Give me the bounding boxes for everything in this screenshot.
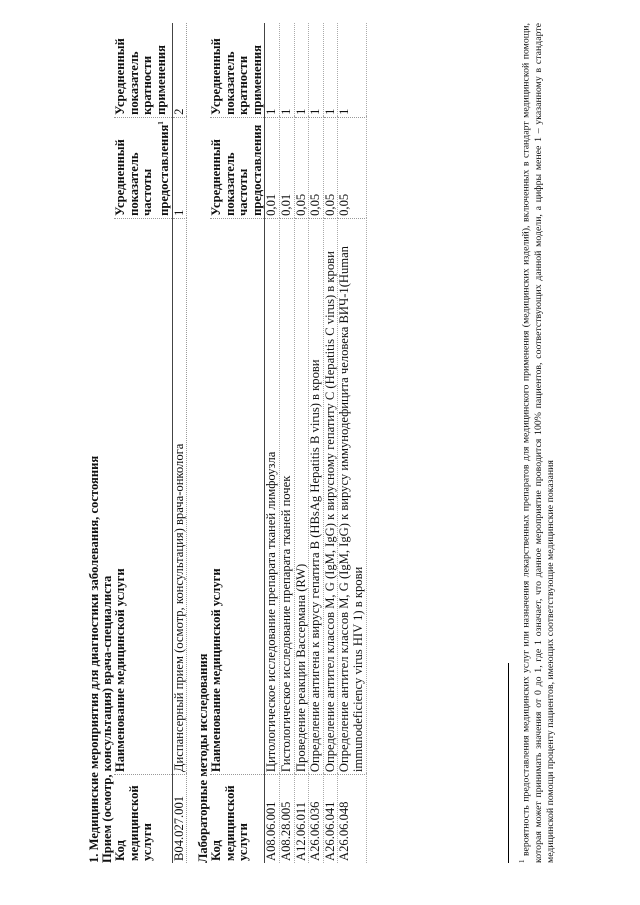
service-multiplicity: 1 — [309, 23, 324, 117]
section-title: 1. Медицинские мероприятия для диагностики заболевания, состояния — [87, 455, 101, 863]
service-name: Цитологическое исследование препарата тканей лимфоузла — [265, 218, 280, 774]
header-multiplicity: Усредненный показатель кратности применения — [114, 23, 172, 117]
service-code: A12.06.011 — [294, 775, 309, 863]
footnote-divider — [508, 663, 509, 863]
header-name: Наименование медицинской услуги — [210, 218, 265, 774]
service-frequency: 0,05 — [338, 117, 366, 218]
table-row — [279, 23, 294, 863]
service-code: B04.027.001 — [172, 775, 187, 863]
rotated-content — [88, 23, 608, 863]
lab-methods-table — [210, 23, 367, 863]
table-row — [323, 23, 338, 863]
service-code: A26.06.048 — [338, 775, 366, 863]
service-multiplicity: 1 — [338, 23, 366, 117]
service-name: Определение антигена к вирусу гепатита B (HBsAg Hepatitis B virus) в крови — [309, 218, 324, 774]
service-frequency: 0,01 — [265, 117, 280, 218]
service-frequency: 1 — [172, 117, 187, 218]
service-code: A08.28.005 — [279, 775, 294, 863]
service-frequency: 0,01 — [279, 117, 294, 218]
service-name: Определение антител классов M, G (IgM, IgG) к вирусному гепатиту C (Hepatitis C virus) в крови — [323, 218, 338, 774]
service-code: A26.06.036 — [309, 775, 324, 863]
service-multiplicity: 2 — [172, 23, 187, 117]
header-multiplicity: Усредненный показатель кратности применения — [210, 23, 265, 117]
table-header-row — [210, 23, 265, 863]
header-frequency-text: Усредненный показатель частоты предоставления — [113, 124, 171, 216]
service-multiplicity: 1 — [323, 23, 338, 117]
header-code: Код медицинской услуги — [210, 775, 265, 863]
header-code: Код медицинской услуги — [114, 775, 172, 863]
service-multiplicity: 1 — [279, 23, 294, 117]
service-name: Определение антител классов M, G (IgM, IgG) к вирусу иммунодефицита человека ВИЧ-1(Human immunodeficiency virus HIV 1) в крови — [338, 218, 366, 774]
table-row — [172, 23, 187, 863]
service-name: Диспансерный прием (осмотр, консультация) врача-онколога — [172, 218, 187, 774]
subsection-title-lab: Лабораторные методы исследования — [196, 653, 210, 863]
service-name: Гистологическое исследование препарата тканей почек — [279, 218, 294, 774]
header-frequency — [114, 117, 172, 218]
table-row — [265, 23, 280, 863]
table-row — [294, 23, 309, 863]
service-frequency: 0,05 — [309, 117, 324, 218]
footnote-reference: 1 — [156, 121, 165, 125]
footnote-text: вероятность предоставления медицинских услуг или назначения лекарственных препаратов для медицинского применения (медицинских изделий), включенных в стандарт медицинской помощи, которая может принимать значения от 0 до 1, где 1 означает, что данное мероприятие проводится 100% пациентов, соответствующих данной модели, а цифры менее 1 – указанному в стандарте медицинской помощи проценту пациентов, имеющих соответствующие медицинские показания — [520, 23, 557, 863]
subsection-title-consultation: Прием (осмотр, консультация) врача-специалиста — [100, 575, 114, 863]
service-code: A08.06.001 — [265, 775, 280, 863]
header-name: Наименование медицинской услуги — [114, 218, 172, 774]
service-name: Проведение реакции Вассермана (RW) — [294, 218, 309, 774]
footnote — [516, 23, 557, 863]
table-row — [338, 23, 366, 863]
service-code: A26.06.041 — [323, 775, 338, 863]
table-row — [309, 23, 324, 863]
footnote-mark: 1 — [518, 859, 526, 863]
service-frequency: 0,05 — [294, 117, 309, 218]
table-header-row — [114, 23, 172, 863]
service-multiplicity: 1 — [265, 23, 280, 117]
header-frequency: Усредненный показатель частоты предоставления — [210, 117, 265, 218]
service-frequency: 0,05 — [323, 117, 338, 218]
consultation-table — [114, 23, 187, 863]
service-multiplicity: 1 — [294, 23, 309, 117]
